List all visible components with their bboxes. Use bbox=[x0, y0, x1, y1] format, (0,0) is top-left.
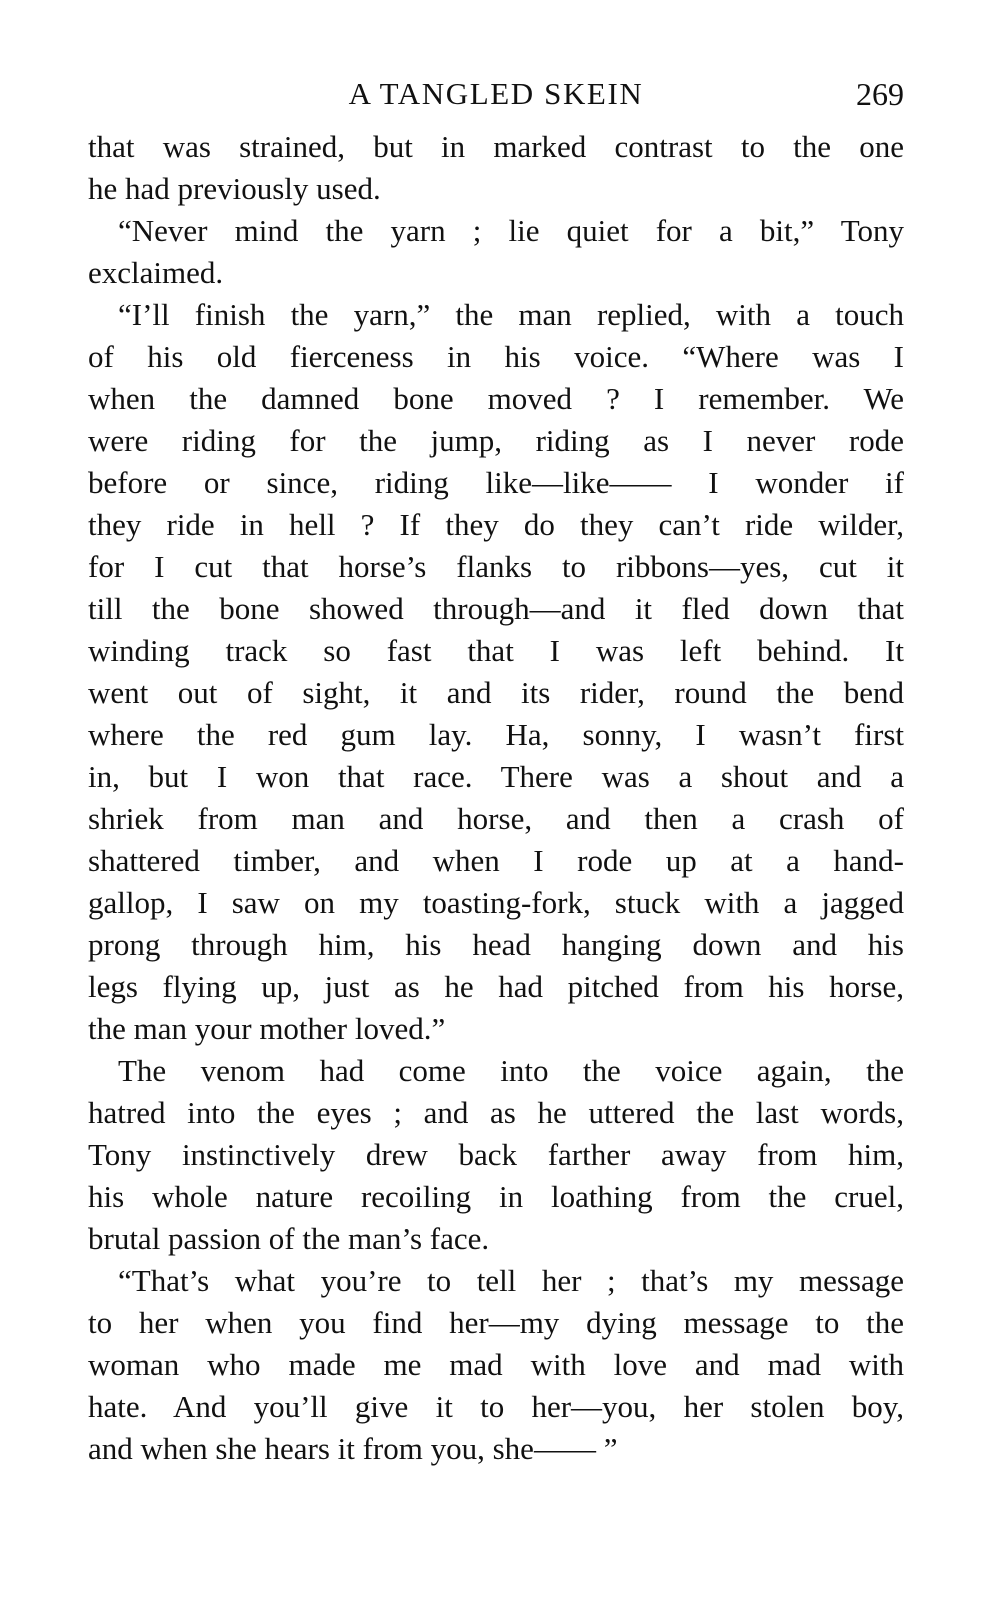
text-line: and when she hears it from you, she—— ” bbox=[88, 1431, 618, 1466]
paragraph bbox=[88, 1050, 904, 1260]
text-line: in, but I won that race. There was a shout and a bbox=[88, 759, 904, 794]
text-line: hatred into the eyes ; and as he uttered the last words, bbox=[88, 1095, 904, 1130]
text-line: Tony instinctively drew back farther away from him, bbox=[88, 1137, 904, 1172]
text-line: to her when you find her—my dying message to the bbox=[88, 1305, 904, 1340]
text-line: legs flying up, just as he had pitched from his horse, bbox=[88, 969, 904, 1004]
text-line: went out of sight, it and its rider, round the bend bbox=[88, 675, 904, 710]
text-line: where the red gum lay. Ha, sonny, I wasn’t first bbox=[88, 717, 904, 752]
paragraph bbox=[88, 210, 904, 294]
text-line: his whole nature recoiling in loathing from the cruel, bbox=[88, 1179, 904, 1214]
text-line: they ride in hell ? If they do they can’t ride wilder, bbox=[88, 507, 904, 542]
text-line: for I cut that horse’s flanks to ribbons—yes, cut it bbox=[88, 549, 904, 584]
text-line: exclaimed. bbox=[88, 255, 224, 290]
text-line: of his old fierceness in his voice. “Where was I bbox=[88, 339, 904, 374]
text-line: the man your mother loved.” bbox=[88, 1011, 446, 1046]
text-line: shriek from man and horse, and then a crash of bbox=[88, 801, 904, 836]
text-line: prong through him, his head hanging down and his bbox=[88, 927, 904, 962]
running-head: A TANGLED SKEIN bbox=[348, 76, 644, 111]
text-line: brutal passion of the man’s face. bbox=[88, 1221, 490, 1256]
text-line: “Never mind the yarn ; lie quiet for a bit,” Tony bbox=[118, 213, 904, 248]
page-number: 269 bbox=[856, 76, 904, 112]
text-line: The venom had come into the voice again, the bbox=[118, 1053, 904, 1088]
text-line: till the bone showed through—and it fled down that bbox=[88, 591, 904, 626]
text-line: he had previously used. bbox=[88, 171, 381, 206]
paragraph bbox=[88, 1260, 904, 1470]
text-line: that was strained, but in marked contrast to the one bbox=[88, 129, 904, 164]
book-page bbox=[88, 70, 904, 1540]
paragraph-continuation bbox=[88, 126, 904, 210]
text-line: hate. And you’ll give it to her—you, her stolen boy, bbox=[88, 1389, 904, 1424]
text-line: when the damned bone moved ? I remember. We bbox=[88, 381, 904, 416]
text-line: winding track so fast that I was left behind. It bbox=[88, 633, 904, 668]
text-line: woman who made me mad with love and mad with bbox=[88, 1347, 904, 1382]
page-header bbox=[88, 70, 904, 122]
text-line: shattered timber, and when I rode up at a hand- bbox=[88, 843, 904, 878]
text-line: before or since, riding like—like—— I wonder if bbox=[88, 465, 904, 500]
text-line: “That’s what you’re to tell her ; that’s my message bbox=[118, 1263, 904, 1298]
text-line: “I’ll finish the yarn,” the man replied, with a touch bbox=[118, 297, 904, 332]
text-line: gallop, I saw on my toasting-fork, stuck with a jagged bbox=[88, 885, 904, 920]
paragraph bbox=[88, 294, 904, 1050]
text-line: were riding for the jump, riding as I never rode bbox=[88, 423, 904, 458]
body-text bbox=[88, 126, 904, 1470]
